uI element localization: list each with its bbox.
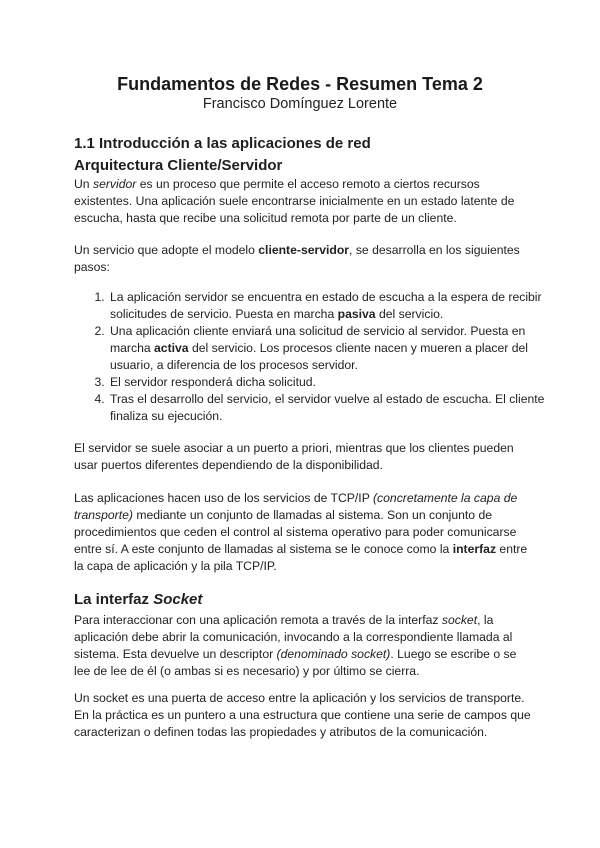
section-heading-intro: 1.1 Introducción a las aplicaciones de red — [74, 135, 371, 152]
document-title: Fundamentos de Redes - Resumen Tema 2 — [117, 74, 483, 94]
paragraph-server-definition: Un servidor es un proceso que permite el acceso remoto a ciertos recursos existentes. Una aplicación suele encontrarse inicialmente en un estado latente de escucha, hasta que recibe una solicitud remota por parte de un cliente. — [74, 177, 515, 225]
document-author: Francisco Domínguez Lorente — [202, 96, 398, 112]
list-item: 3. El servidor responderá dicha solicitud. — [108, 374, 566, 391]
subsection-heading-architecture: Arquitectura Cliente/Servidor — [74, 157, 283, 174]
paragraph-server-port: El servidor se suele asociar a un puerto a priori, mientras que los clientes pueden usar puertos diferentes dependiendo de la disponibilidad. — [74, 441, 514, 472]
paragraph-socket-definition: Un socket es una puerta de acceso entre la aplicación y los servicios de transporte. En la práctica es un puntero a una estructura que contiene una serie de campos que caracterizan o definen todas las propiedades y atributos de la comunicación. — [74, 691, 531, 739]
list-item: 1. La aplicación servidor se encuentra en estado de escucha a la espera de recibir solicitudes de servicio. Puesta en marcha pasiva del servicio. — [108, 289, 566, 323]
section-heading-socket: La interfaz Socket — [74, 591, 203, 608]
steps-list — [74, 289, 566, 425]
paragraph-socket-usage: Para interaccionar con una aplicación remota a través de la interfaz socket, la aplicación debe abrir la comunicación, invocando a la correspondiente llamada al sistema. Esta devuelve un descriptor (denominado socket). Luego se escribe o se lee de lee de él (o ambas si es necesario) y por último se cierra. — [74, 613, 517, 678]
paragraph-tcpip-interface: Las aplicaciones hacen uso de los servicios de TCP/IP (concretamente la capa de transporte) mediante un conjunto de llamadas al sistema. Son un conjunto de procedimientos que ceden el control al sistema operativo para poder comunicarse entre sí. A este conjunto de llamadas al sistema se le conoce como la interfaz entre la capa de aplicación y la pila TCP/IP. — [74, 491, 528, 573]
list-item: 4. Tras el desarrollo del servicio, el servidor vuelve al estado de escucha. El cliente finaliza su ejecución. — [108, 391, 566, 425]
list-item: 2. Una aplicación cliente enviará una solicitud de servicio al servidor. Puesta en marcha activa del servicio. Los procesos cliente nacen y mueren a placer del usuario, a diferencia de los procesos servidor. — [108, 323, 566, 374]
paragraph-client-server-steps-intro: Un servicio que adopte el modelo cliente-servidor, se desarrolla en los siguientes pasos: — [74, 243, 520, 274]
